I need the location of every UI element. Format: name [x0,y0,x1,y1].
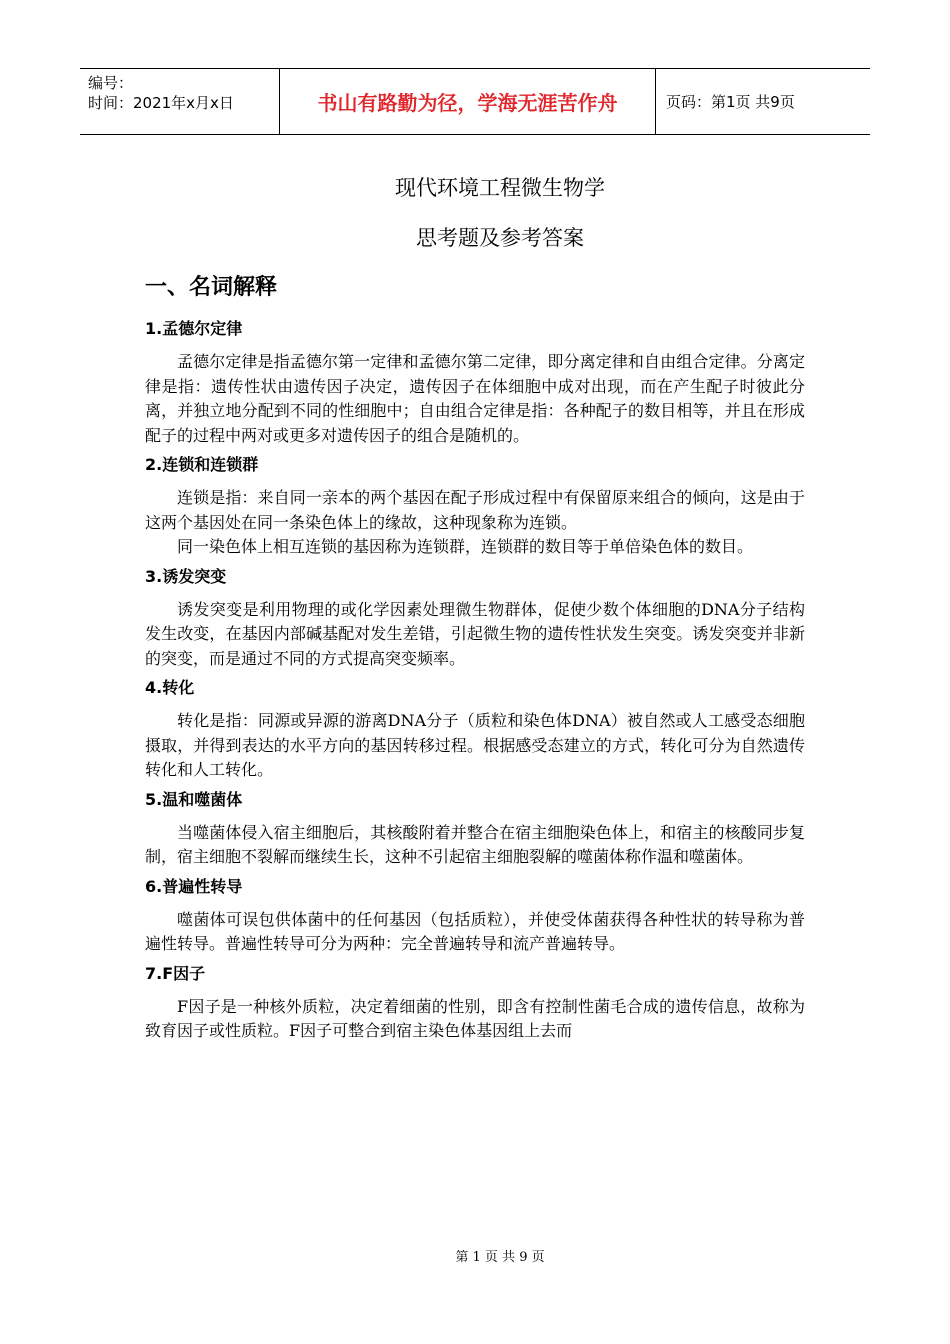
definition-paragraph: F因子是一种核外质粒，决定着细菌的性别，即含有控制性菌毛合成的遗传信息，故称为致育因子或性质粒。F因子可整合到宿主染色体基因组上去而 [145,996,805,1040]
header-table [80,68,870,135]
document-subtitle: 思考题及参考答案 [416,226,584,250]
glossary-item [145,318,805,448]
header-page-info: 页码：第1页 共9页 [666,93,795,111]
section-heading: 一、名词解释 [145,275,278,300]
term-title: 5.温和噬菌体 [145,789,243,809]
term-title: 6.普遍性转导 [145,876,243,896]
term-title: 7.F因子 [145,963,206,983]
header-motto: 书山有路勤为径，学海无涯苦作舟 [280,69,656,134]
definition-paragraph: 当噬菌体侵入宿主细胞后，其核酸附着并整合在宿主细胞染色体上，和宿主的核酸同步复制，宿主细胞不裂解而继续生长，这种不引起宿主细胞裂解的噬菌体称作温和噬菌体。 [145,822,805,866]
page-footer: 第 1 页 共 9 页 [455,1250,545,1265]
glossary-item [145,963,805,1044]
definition-paragraph: 诱发突变是利用物理的或化学因素处理微生物群体，促使少数个体细胞的DNA分子结构发生改变，在基因内部碱基配对发生差错，引起微生物的遗传性状发生突变。诱发突变并非新的突变，而是通过不同的方式提高突变频率。 [145,599,805,668]
definition-paragraph: 连锁是指：来自同一亲本的两个基因在配子形成过程中有保留原来组合的倾向，这是由于这两个基因处在同一条染色体上的缘故，这种现象称为连锁。 [145,488,805,532]
glossary-item [145,876,805,957]
term-title: 2.连锁和连锁群 [145,455,259,474]
term-title: 4.转化 [145,678,195,697]
header-meta-cell [80,69,280,134]
definition-paragraph: 噬菌体可误包供体菌中的任何基因（包括质粒），并使受体菌获得各种性状的转导称为普遍性转导。普遍性转导可分为两种：完全普遍转导和流产普遍转导。 [145,909,805,953]
glossary-item [145,454,805,560]
document-time-label: 时间：2021年x月x日 [88,94,234,112]
definition-paragraph: 同一染色体上相互连锁的基因称为连锁群，连锁群的数目等于单倍染色体的数目。 [177,537,754,556]
definition-paragraph: 转化是指：同源或异源的游离DNA分子（质粒和染色体DNA）被自然或人工感受态细胞摄取，并得到表达的水平方向的基因转移过程。根据感受态建立的方式，转化可分为自然遗传转化和人工转化。 [145,711,805,779]
glossary-item [145,677,805,783]
document-number-label: 编号： [88,74,134,92]
document-title: 现代环境工程微生物学 [395,176,605,200]
glossary-content [145,318,805,1050]
definition-paragraph: 孟德尔定律是指孟德尔第一定律和孟德尔第二定律，即分离定律和自由组合定律。分离定律是指：遗传性状由遗传因子决定，遗传因子在体细胞中成对出现，而在产生配子时彼此分离，并独立地分配到不同的性细胞中；自由组合定律是指：各种配子的数目相等，并且在形成配子的过程中两对或更多对遗传因子的组合是随机的。 [145,352,805,445]
term-title: 1.孟德尔定律 [145,319,243,338]
glossary-item [145,566,805,672]
glossary-item [145,789,805,870]
term-title: 3.诱发突变 [145,566,227,586]
